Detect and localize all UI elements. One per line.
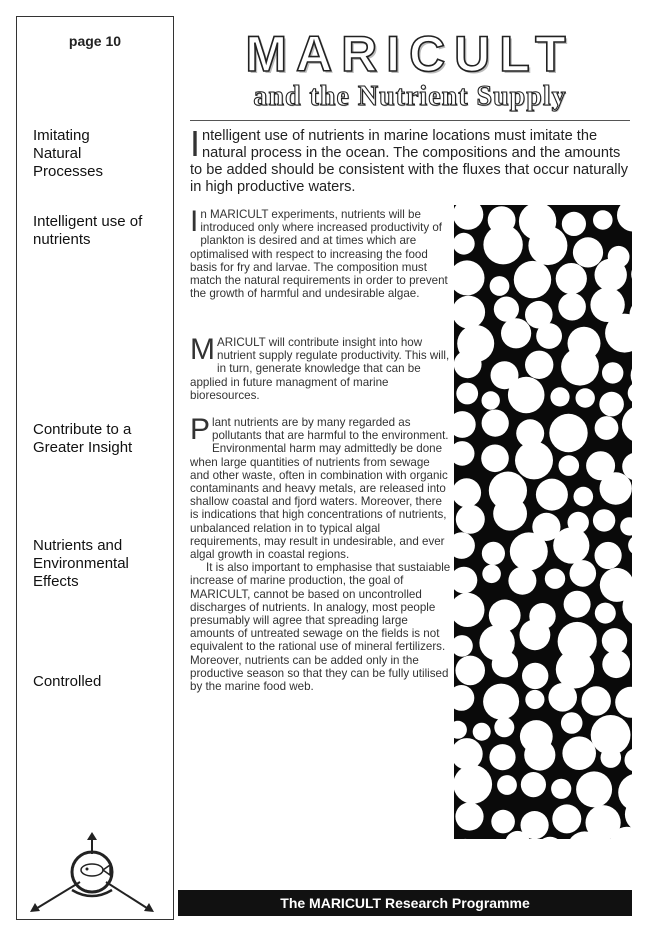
page-title: MARICULT: [245, 26, 575, 82]
paragraph-text-1: n MARICULT experiments, nutrients will be introduced only where increased productivity of plankton is desired and at times which are optimalised with respect to increasing the food basis for fry and larvae. The composition must match the natural requirements in order to prevent the growth of harmful and undesirable algae.: [190, 208, 448, 301]
intro-dropcap: I: [190, 123, 201, 164]
bubble: [520, 619, 551, 650]
bubble: [576, 388, 595, 407]
bubble: [561, 348, 599, 386]
bubble: [497, 775, 517, 795]
bubble: [601, 747, 622, 768]
bubble: [489, 744, 515, 770]
bubble: [595, 416, 619, 440]
bubble: [593, 210, 613, 230]
bubble: [473, 723, 491, 741]
bubble: [553, 527, 589, 563]
plankton-bubbles-image: [454, 205, 632, 839]
bubble: [508, 567, 536, 595]
bubble: [558, 293, 586, 321]
bubble: [483, 684, 519, 720]
bubble: [595, 542, 622, 569]
bubble: [515, 441, 553, 479]
sidebar-heading-controlled: Controlled: [33, 673, 102, 690]
bubble: [570, 560, 597, 587]
bubble: [564, 591, 591, 618]
bubble: [525, 351, 553, 379]
paragraph-text-3: lant nutrients are by many regarded as pollutants that are harmful to the environment. Environmental harm may admittedly be done when large quantities of nutrients from sewage and other waste, often in combination with organic contaminants and heavy metals, are released into shallow coastal and fjord waters. Moreover, there is indications that high concentrations of nutrients, unbalanced relation in to typical algal requirements, may result in undesirable, and ever algal growth in coastal regions.: [190, 416, 449, 562]
bubble: [490, 276, 510, 296]
bubble: [501, 318, 531, 348]
bubble: [562, 212, 586, 236]
bubble: [521, 772, 546, 797]
bubble: [481, 445, 509, 473]
bubble: [493, 497, 527, 531]
sidebar-heading-intelligent-use: Intelligent use of nutrients: [33, 213, 143, 248]
paragraph-experiments: [190, 205, 452, 301]
bubble: [508, 377, 545, 414]
dropcap-3: P: [190, 413, 211, 446]
bubble: [595, 259, 627, 291]
bubble: [574, 487, 594, 507]
bubble: [576, 771, 612, 807]
sidebar-heading-insight: Contribute to a Greater Insight: [33, 421, 133, 456]
bubble: [494, 717, 514, 737]
bubble: [545, 569, 565, 589]
title-rule: [190, 120, 630, 121]
bubble: [602, 362, 623, 383]
bubble: [573, 237, 603, 267]
bubble: [510, 532, 548, 570]
bubble: [602, 650, 630, 678]
dropcap-2: M: [190, 333, 215, 366]
bubble: [582, 686, 611, 715]
bubble: [524, 739, 555, 770]
bubble: [602, 628, 627, 653]
bubble: [482, 565, 501, 584]
bubble: [482, 410, 509, 437]
paragraph-text-2: ARICULT will contribute insight into how nutrient supply regulate productivity. This will, in turn, generate knowledge that can be applied in future managment of marine bioresources.: [190, 336, 450, 402]
bubble: [600, 472, 632, 504]
bubble: [559, 455, 580, 476]
dropcap-1: I: [190, 205, 199, 238]
bubble: [556, 650, 594, 688]
bubble: [522, 663, 548, 689]
sidebar-heading-environmental: Nutrients and Environmental Effects: [33, 537, 129, 590]
bubble: [556, 263, 587, 294]
bubble: [482, 542, 505, 565]
footer-banner: The MARICULT Research Programme: [178, 890, 632, 916]
maricult-logo: [22, 832, 158, 916]
page-subtitle: and the Nutrient Supply: [253, 81, 567, 112]
bubble: [525, 690, 544, 709]
bubble: [514, 261, 551, 298]
bubble: [482, 391, 500, 409]
bubble: [494, 297, 519, 322]
bubble: [593, 509, 615, 531]
bubble: [492, 651, 518, 677]
paragraph-text-3-continuation: It is also important to emphasise that sustaiable increase of marine production, the goal of MARICULT, cannot be based on uncontrolled discharges of nutrients. In analogy, most people presumably will agree that spreading large amounts of untreated sewage on the fields is not equivalent to the rational use of mineral fertilizers. Moreover, nutrients can be added only in the productive season so that they can be fully utilised by the marine food web.: [190, 561, 451, 694]
bubble: [455, 656, 485, 686]
bubble: [599, 392, 624, 417]
bubble: [456, 505, 485, 534]
intro-text: ntelligent use of nutrients in marine locations must imitate the natural process in the ocean. The compositions and the amounts to be added should be consistent with the fluxes that occur naturally in high productive waters.: [190, 128, 629, 195]
bubble: [595, 603, 616, 624]
bubble: [549, 414, 587, 452]
page-number: page 10: [68, 33, 122, 49]
bubble: [551, 779, 571, 799]
bubble: [550, 387, 569, 406]
bubble: [548, 683, 577, 712]
intro-paragraph: [190, 123, 630, 196]
bubble: [454, 350, 482, 378]
paragraph-pollutants: [190, 413, 452, 694]
bubble: [561, 712, 583, 734]
bubble: [562, 736, 596, 770]
bubble: [454, 765, 492, 804]
bubble: [536, 479, 568, 511]
bubble: [536, 323, 562, 349]
bubble: [456, 383, 478, 405]
bubble: [528, 226, 567, 265]
sidebar: [16, 16, 174, 920]
bubble: [483, 225, 522, 264]
bubble: [491, 810, 515, 834]
bubble: [455, 802, 483, 830]
sidebar-heading-imitating: Imitating Natural Processes: [33, 127, 104, 180]
bubble: [552, 804, 581, 833]
paragraph-insight: [190, 333, 452, 402]
